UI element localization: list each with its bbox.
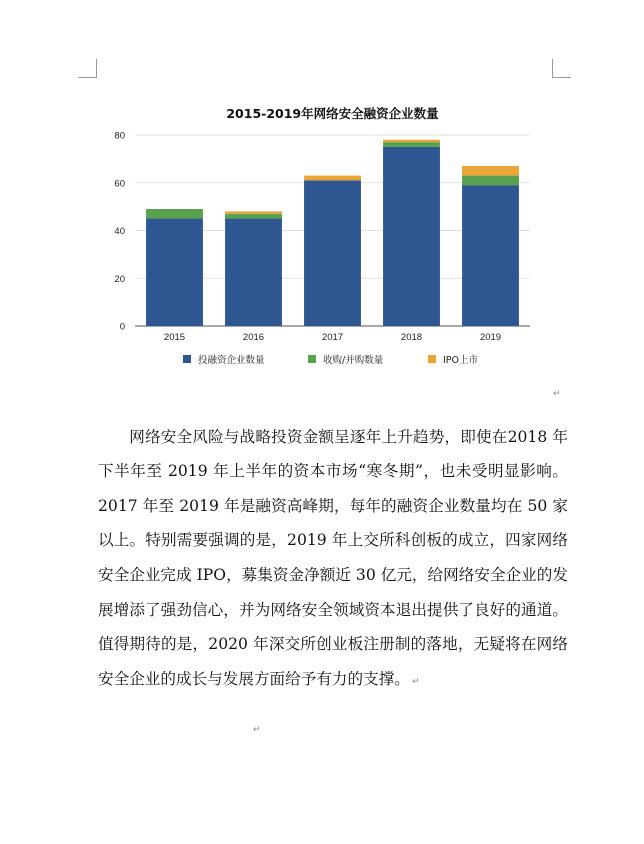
bar-2017-series-3: [304, 176, 361, 181]
bar-2016-series-1: [225, 219, 282, 326]
bar-2016-series-2: [225, 214, 282, 219]
body-paragraph: [98, 420, 568, 700]
legend-swatch: [183, 355, 191, 363]
paragraph-mark: ↵: [553, 389, 561, 399]
bar-2019-series-1: [462, 185, 519, 326]
y-tick-label: 40: [114, 226, 125, 237]
bar-2017-series-1: [304, 180, 361, 326]
x-tick-label: 2015: [163, 332, 186, 343]
paragraph-text: 网络安全风险与战略投资金额呈逐年上升趋势，即使在2018 年下半年至 2019 年上半年的资本市场“寒冬期”，也未受明显影响。2017 年至 2019 年是融资高峰期，每年的融资企业数量均在 50 家以上。特别需要强调的是，2019 年上交所科创板的成立，四家网络安全企业完成 IPO，募集资金净额近 30 亿元，给网络安全企业的发展增添了强劲信心，并为网络安全领域资本退出提供了良好的通道。值得期待的是，2020 年深交所创业板注册制的落地，无疑将在网络安全企业的成长与发展方面给予有力的支撑。: [98, 427, 568, 688]
x-tick-label: 2016: [242, 332, 265, 343]
bar-2018-series-1: [383, 147, 440, 326]
crop-mark-top-right: [552, 59, 571, 78]
bar-2018-series-2: [383, 142, 440, 147]
bar-2015-series-1: [146, 219, 203, 326]
legend-label: 投融资企业数量: [198, 355, 265, 366]
bar-2019-series-3: [462, 166, 519, 176]
paragraph-mark: ↵: [253, 725, 261, 735]
y-tick-label: 0: [119, 321, 125, 333]
y-tick-label: 60: [114, 178, 125, 190]
y-tick-label: 80: [114, 130, 125, 142]
legend-label: IPO上市: [443, 355, 479, 366]
chart-title: 2015-2019年网络安全融资企业数量: [226, 106, 439, 121]
bar-2018-series-3: [383, 140, 440, 142]
crop-mark-top-left: [78, 59, 97, 78]
funding-chart: [95, 100, 555, 385]
y-tick-label: 20: [114, 273, 125, 285]
bar-2016-series-3: [225, 211, 282, 213]
x-tick-label: 2017: [321, 332, 344, 343]
legend-swatch: [428, 355, 436, 363]
legend-label: 收购/并购数量: [323, 355, 384, 366]
legend-swatch: [308, 355, 316, 363]
x-tick-label: 2018: [400, 332, 423, 343]
bar-2019-series-2: [462, 176, 519, 186]
x-tick-label: 2019: [479, 332, 502, 343]
bar-2015-series-2: [146, 209, 203, 219]
paragraph-end-mark: ↵: [411, 676, 420, 687]
